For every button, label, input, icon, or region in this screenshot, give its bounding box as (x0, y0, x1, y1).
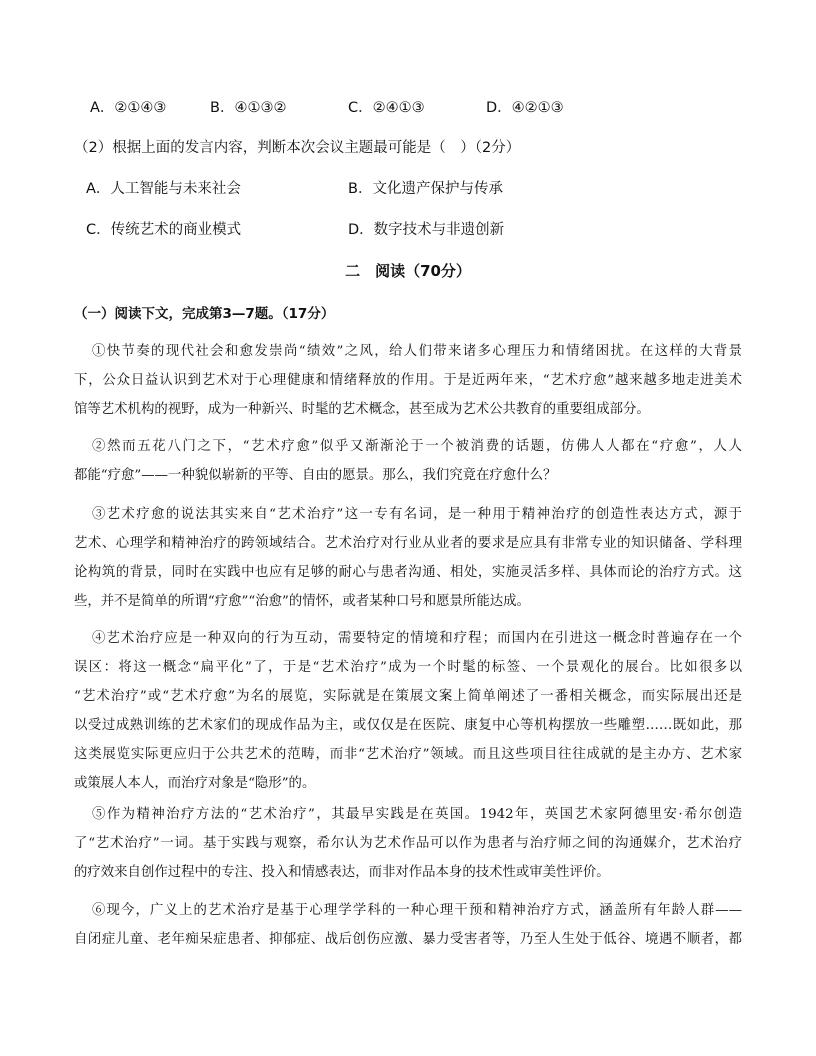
text-line: 误区：将这一概念“扁平化”了，于是“艺术治疗”成为一个时髦的标签、一个景观化的展台。比如很多以 (74, 660, 742, 675)
q2-option-a: A．人工智能与未来社会 (86, 181, 241, 197)
text-line: “艺术治疗”或“艺术疗愈”为名的展览，实际就是在策展文案上简单阐述了一番相关概念，而实际展出还是 (74, 689, 742, 704)
q2-option-b: B．文化遗产保护与传承 (348, 181, 503, 197)
text-line: 下，公众日益认识到艺术对于心理健康和情绪释放的作用。于是近两年来，“艺术疗愈”越来越多地走进美术 (74, 373, 742, 388)
paragraph-2 (74, 432, 742, 490)
q1-option-b: B．④①③② (210, 100, 287, 116)
text-line: ⑤作为精神治疗方法的“艺术治疗”，其最早实践是在英国。1942年，英国艺术家阿德里安·希尔创造 (92, 807, 742, 822)
text-line: 论构筑的背景，同时在实践中也应有足够的耐心与患者沟通、相处，实施灵活多样、具体而论的治疗方式。这 (74, 565, 742, 580)
paragraph-4 (74, 624, 742, 798)
q1-option-a: A．②①④③ (90, 100, 167, 116)
text-line: 馆等艺术机构的视野，成为一种新兴、时髦的艺术概念，甚至成为艺术公共教育的重要组成部分。 (74, 402, 650, 417)
text-line: ③艺术疗愈的说法其实来自“艺术治疗”这一专有名词，是一种用于精神治疗的创造性表达方式，源于 (92, 507, 742, 522)
text-line: 以受过成熟训练的艺术家们的现成作品为主，或仅仅是在医院、康复中心等机构摆放一些雕塑……既如此，那 (74, 718, 742, 733)
paragraph-6 (74, 896, 742, 954)
q1-option-d: D．④②①③ (486, 100, 564, 116)
text-line: 自闭症儿童、老年痴呆症患者、抑郁症、战后创伤应激、暴力受害者等，乃至人生处于低谷、境遇不顺者，都 (74, 932, 742, 947)
text-line: 这类展览实际更应归于公共艺术的范畴，而非“艺术治疗”领域。而且这些项目往往成就的是主办方、艺术家 (74, 747, 742, 762)
text-line: ④艺术治疗应是一种双向的行为互动，需要特定的情境和疗程；而国内在引进这一概念时普遍存在一个 (92, 631, 742, 646)
text-line: 或策展人本人，而治疗对象是“隐形”的。 (74, 776, 316, 791)
q1-option-c: C．②④①③ (348, 100, 425, 116)
subsection-title: （一）阅读下文，完成第3—7题。（17分） (74, 306, 335, 322)
q2-option-d: D．数字技术与非遗创新 (348, 222, 505, 238)
q2-stem: （2）根据上面的发言内容，判断本次会议主题最可能是（ ）（2分） (74, 140, 521, 156)
section-title: 二 阅读（70分） (345, 262, 471, 280)
q2-option-c: C．传统艺术的商业模式 (86, 222, 242, 238)
text-line: 了“艺术治疗”一词。基于实践与观察，希尔认为艺术作品可以作为患者与治疗师之间的沟通媒介，艺术治疗 (74, 836, 742, 851)
text-line: 都能“疗愈”——一种貌似崭新的平等、自由的愿景。那么，我们究竟在疗愈什么？ (74, 468, 557, 483)
paragraph-1 (74, 337, 742, 424)
paragraph-3 (74, 500, 742, 616)
text-line: ⑥现今，广义上的艺术治疗是基于心理学学科的一种心理干预和精神治疗方式，涵盖所有年龄人群—— (92, 903, 742, 918)
text-line: 的疗效来自创作过程中的专注、投入和情感表达，而非对作品本身的技术性或审美性评价。 (74, 865, 610, 880)
text-line: 艺术、心理学和精神治疗的跨领域结合。艺术治疗对行业从业者的要求是应具有非常专业的知识储备、学科理 (74, 536, 742, 551)
text-line: ②然而五花八门之下，“艺术疗愈”似乎又渐渐沦于一个被消费的话题，仿佛人人都在“疗愈”，人人 (92, 439, 742, 454)
text-line: ①快节奏的现代社会和愈发崇尚“绩效”之风，给人们带来诸多心理压力和情绪困扰。在这样的大背景 (92, 344, 742, 359)
text-line: 些，并不是简单的所谓“疗愈”“治愈”的情怀，或者某种口号和愿景所能达成。 (74, 594, 530, 609)
paragraph-5 (74, 800, 742, 887)
